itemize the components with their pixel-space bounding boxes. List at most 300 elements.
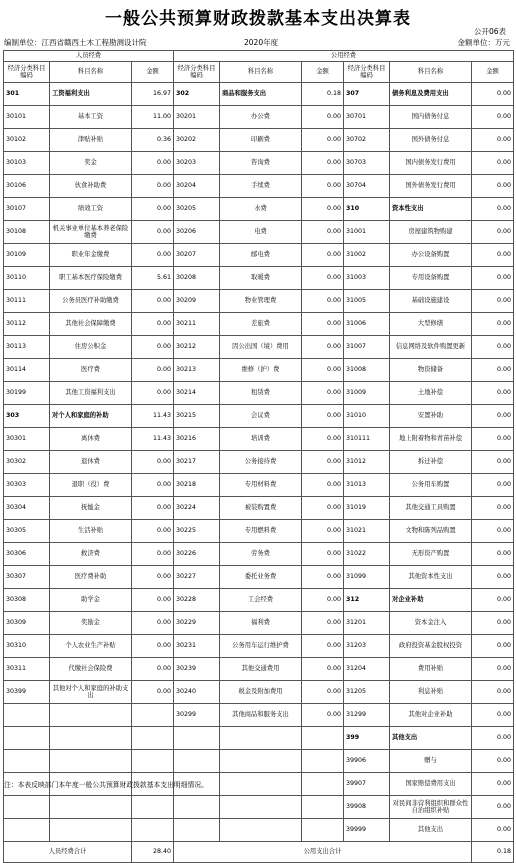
amount-cell: 0.00 [472, 221, 514, 244]
amount-cell: 0.00 [302, 681, 344, 704]
amount-cell: 0.00 [472, 198, 514, 221]
name-cell: 信息网络及软件购置更新 [390, 336, 472, 359]
code-cell: 30240 [174, 681, 220, 704]
public-total-label: 公用支出合计 [174, 842, 472, 863]
name-cell: 物业管理费 [220, 290, 302, 313]
amount-cell: 0.00 [302, 704, 344, 727]
code-cell: 30309 [4, 612, 50, 635]
amount-cell: 0.00 [472, 819, 514, 842]
table-row [4, 336, 514, 359]
code-cell: 307 [344, 83, 390, 106]
code-cell: 30303 [4, 474, 50, 497]
code-cell: 31299 [344, 704, 390, 727]
name-cell: 手续费 [220, 175, 302, 198]
table-row [4, 681, 514, 704]
code-cell: 30701 [344, 106, 390, 129]
code-cell: 31007 [344, 336, 390, 359]
code-cell: 30114 [4, 359, 50, 382]
group-public: 公用经费 [174, 51, 514, 62]
name-cell: 专用燃料费 [220, 520, 302, 543]
code-cell: 30113 [4, 336, 50, 359]
name-cell: 奖励金 [50, 612, 132, 635]
name-cell: 救济费 [50, 543, 132, 566]
table-row [4, 405, 514, 428]
amount-cell: 0.00 [472, 681, 514, 704]
name-cell: 利息补贴 [390, 681, 472, 704]
table-row [4, 221, 514, 244]
code-cell [174, 796, 220, 819]
code-cell [174, 750, 220, 773]
table-row [4, 244, 514, 267]
code-cell: 30307 [4, 566, 50, 589]
footnote: 注：本表反映部门本年度一般公共预算财政拨款基本支出明细情况。 [4, 781, 208, 789]
form-number: 公开06表 [473, 27, 506, 36]
code-cell: 39908 [344, 796, 390, 819]
table-row [4, 589, 514, 612]
name-cell: 对民间非营利组织和群众性自治组织补贴 [390, 796, 472, 819]
code-cell: 302 [174, 83, 220, 106]
code-cell [4, 750, 50, 773]
page-title: 一般公共预算财政拨款基本支出决算表 [105, 9, 411, 29]
col-header-amount: 金额 [302, 62, 344, 83]
name-cell: 邮电费 [220, 244, 302, 267]
group-header-row [4, 51, 514, 62]
amount-cell [302, 750, 344, 773]
amount-cell [302, 773, 344, 796]
name-cell: 其他工资福利支出 [50, 382, 132, 405]
code-cell: 30216 [174, 428, 220, 451]
amount-cell: 0.00 [132, 359, 174, 382]
name-cell: 赠与 [390, 750, 472, 773]
name-cell: 资本金注入 [390, 612, 472, 635]
name-cell: 费用补贴 [390, 658, 472, 681]
name-cell: 奖金 [50, 152, 132, 175]
code-cell: 31205 [344, 681, 390, 704]
name-cell: 绩效工资 [50, 198, 132, 221]
amount-cell: 0.00 [472, 727, 514, 750]
table-row [4, 704, 514, 727]
name-cell: 其他商品和服务支出 [220, 704, 302, 727]
amount-cell: 0.00 [472, 635, 514, 658]
code-cell: 30218 [174, 474, 220, 497]
amount-cell: 0.00 [472, 520, 514, 543]
name-cell: 其他对个人和家庭的补助支出 [50, 681, 132, 704]
amount-cell: 0.00 [302, 359, 344, 382]
amount-cell [132, 819, 174, 842]
amount-cell: 0.00 [472, 313, 514, 336]
amount-cell: 11.43 [132, 405, 174, 428]
code-cell: 30107 [4, 198, 50, 221]
code-cell: 30224 [174, 497, 220, 520]
name-cell: 其他支出 [390, 727, 472, 750]
amount-cell: 0.00 [472, 497, 514, 520]
name-cell: 劳务费 [220, 543, 302, 566]
table-row [4, 543, 514, 566]
group-personnel: 人员经费 [4, 51, 174, 62]
amount-cell: 0.00 [472, 658, 514, 681]
code-cell: 39999 [344, 819, 390, 842]
amount-cell: 0.00 [472, 175, 514, 198]
name-cell: 对企业补助 [390, 589, 472, 612]
code-cell: 30204 [174, 175, 220, 198]
name-cell: 拆迁补偿 [390, 451, 472, 474]
amount-cell: 0.00 [302, 382, 344, 405]
code-cell: 30208 [174, 267, 220, 290]
amount-cell: 0.00 [132, 221, 174, 244]
code-cell: 31002 [344, 244, 390, 267]
name-cell: 国家赔偿费用支出 [390, 773, 472, 796]
code-cell: 30703 [344, 152, 390, 175]
code-cell: 30110 [4, 267, 50, 290]
name-cell: 办公设备购置 [390, 244, 472, 267]
name-cell: 伙食补助费 [50, 175, 132, 198]
amount-cell: 0.00 [472, 382, 514, 405]
code-cell: 30203 [174, 152, 220, 175]
table-row [4, 428, 514, 451]
amount-cell: 0.00 [472, 773, 514, 796]
code-cell: 30299 [174, 704, 220, 727]
table-row [4, 359, 514, 382]
name-cell [220, 773, 302, 796]
table-row [4, 313, 514, 336]
amount-cell: 0.00 [472, 612, 514, 635]
name-cell: 办公费 [220, 106, 302, 129]
name-cell: 电费 [220, 221, 302, 244]
name-cell: 土地补偿 [390, 382, 472, 405]
name-cell: 国内债务发行费用 [390, 152, 472, 175]
code-cell: 30227 [174, 566, 220, 589]
col-header-name: 科目名称 [390, 62, 472, 83]
code-cell: 30305 [4, 520, 50, 543]
amount-cell: 0.00 [132, 244, 174, 267]
name-cell: 专用材料费 [220, 474, 302, 497]
name-cell [220, 727, 302, 750]
name-cell: 商品和服务支出 [220, 83, 302, 106]
col-header-code: 经济分类科目编码 [4, 62, 50, 83]
amount-cell: 0.00 [302, 198, 344, 221]
code-cell: 310 [344, 198, 390, 221]
code-cell: 310111 [344, 428, 390, 451]
code-cell: 30301 [4, 428, 50, 451]
amount-cell: 0.00 [472, 267, 514, 290]
amount-cell: 0.18 [302, 83, 344, 106]
amount-cell: 0.00 [132, 681, 174, 704]
amount-cell: 0.00 [132, 543, 174, 566]
amount-cell: 0.00 [472, 336, 514, 359]
col-header-amount: 金额 [472, 62, 514, 83]
amount-cell: 16.97 [132, 83, 174, 106]
name-cell: 其他对企业补助 [390, 704, 472, 727]
code-cell: 30704 [344, 175, 390, 198]
table-row [4, 106, 514, 129]
name-cell: 咨询费 [220, 152, 302, 175]
name-cell: 个人农业生产补贴 [50, 635, 132, 658]
code-cell: 31204 [344, 658, 390, 681]
code-cell: 30213 [174, 359, 220, 382]
code-cell: 39907 [344, 773, 390, 796]
name-cell: 其他资本性支出 [390, 566, 472, 589]
table-row [4, 382, 514, 405]
totals-row [4, 842, 514, 863]
col-header-code: 经济分类科目编码 [174, 62, 220, 83]
amount-cell: 0.00 [302, 566, 344, 589]
code-cell: 30231 [174, 635, 220, 658]
name-cell: 生活补贴 [50, 520, 132, 543]
table-row [4, 819, 514, 842]
expenditure-table [3, 50, 514, 863]
amount-cell: 0.00 [302, 267, 344, 290]
table-row [4, 83, 514, 106]
name-cell: 助学金 [50, 589, 132, 612]
code-cell: 30229 [174, 612, 220, 635]
amount-cell: 0.00 [472, 796, 514, 819]
name-cell: 退休费 [50, 451, 132, 474]
amount-cell: 0.00 [132, 175, 174, 198]
name-cell: 抚恤金 [50, 497, 132, 520]
name-cell: 委托业务费 [220, 566, 302, 589]
name-cell: 印刷费 [220, 129, 302, 152]
code-cell [4, 727, 50, 750]
code-cell: 31099 [344, 566, 390, 589]
table-row [4, 566, 514, 589]
amount-cell: 0.00 [302, 451, 344, 474]
amount-cell: 0.00 [132, 152, 174, 175]
name-cell: 医疗费 [50, 359, 132, 382]
amount-cell: 0.00 [302, 428, 344, 451]
name-cell: 其他社会保障缴费 [50, 313, 132, 336]
code-cell: 30304 [4, 497, 50, 520]
amount-cell: 0.00 [472, 244, 514, 267]
personnel-total-value: 28.40 [132, 842, 174, 863]
name-cell: 住房公积金 [50, 336, 132, 359]
amount-cell: 0.00 [472, 359, 514, 382]
amount-cell [302, 819, 344, 842]
name-cell: 取暖费 [220, 267, 302, 290]
code-cell: 30226 [174, 543, 220, 566]
code-cell: 312 [344, 589, 390, 612]
name-cell: 对个人和家庭的补助 [50, 405, 132, 428]
code-cell: 30201 [174, 106, 220, 129]
name-cell: 福利费 [220, 612, 302, 635]
amount-cell: 0.00 [132, 198, 174, 221]
code-cell: 31012 [344, 451, 390, 474]
name-cell: 无形资产购置 [390, 543, 472, 566]
code-cell: 30108 [4, 221, 50, 244]
money-unit: 金额单位：万元 [457, 38, 510, 47]
code-cell: 30399 [4, 681, 50, 704]
amount-cell: 0.00 [472, 474, 514, 497]
name-cell [220, 819, 302, 842]
amount-cell: 0.00 [472, 405, 514, 428]
name-cell: 租赁费 [220, 382, 302, 405]
amount-cell: 0.00 [472, 152, 514, 175]
col-header-amount: 金额 [132, 62, 174, 83]
code-cell: 30228 [174, 589, 220, 612]
name-cell: 医疗费补助 [50, 566, 132, 589]
code-cell: 30205 [174, 198, 220, 221]
table-row [4, 635, 514, 658]
table-row [4, 727, 514, 750]
code-cell: 39906 [344, 750, 390, 773]
amount-cell: 0.00 [302, 221, 344, 244]
table-row [4, 129, 514, 152]
code-cell: 31006 [344, 313, 390, 336]
amount-cell [132, 796, 174, 819]
amount-cell: 0.00 [302, 129, 344, 152]
col-header-code: 经济分类科目编码 [344, 62, 390, 83]
code-cell [4, 704, 50, 727]
amount-cell: 0.00 [302, 658, 344, 681]
name-cell [50, 796, 132, 819]
code-cell: 30106 [4, 175, 50, 198]
code-cell: 30111 [4, 290, 50, 313]
code-cell: 30212 [174, 336, 220, 359]
amount-cell: 0.00 [472, 704, 514, 727]
code-cell: 303 [4, 405, 50, 428]
amount-cell: 0.00 [132, 313, 174, 336]
code-cell: 399 [344, 727, 390, 750]
amount-cell [132, 750, 174, 773]
code-cell: 30702 [344, 129, 390, 152]
table-row [4, 474, 514, 497]
code-cell: 301 [4, 83, 50, 106]
code-cell: 31021 [344, 520, 390, 543]
code-cell: 30308 [4, 589, 50, 612]
amount-cell: 5.61 [132, 267, 174, 290]
code-cell: 30206 [174, 221, 220, 244]
table-row [4, 175, 514, 198]
code-cell: 31019 [344, 497, 390, 520]
name-cell [50, 727, 132, 750]
amount-cell: 0.00 [132, 290, 174, 313]
name-cell: 税金及附加费用 [220, 681, 302, 704]
amount-cell: 0.00 [302, 612, 344, 635]
code-cell: 30102 [4, 129, 50, 152]
name-cell: 文物和陈列品购置 [390, 520, 472, 543]
code-cell: 30209 [174, 290, 220, 313]
code-cell: 30214 [174, 382, 220, 405]
code-cell [174, 727, 220, 750]
name-cell: 工会经费 [220, 589, 302, 612]
code-cell: 30302 [4, 451, 50, 474]
name-cell [50, 750, 132, 773]
name-cell: 职业年金缴费 [50, 244, 132, 267]
code-cell: 31201 [344, 612, 390, 635]
code-cell: 30311 [4, 658, 50, 681]
name-cell: 离休费 [50, 428, 132, 451]
amount-cell: 0.00 [472, 428, 514, 451]
name-cell: 资本性支出 [390, 198, 472, 221]
amount-cell: 0.00 [132, 589, 174, 612]
name-cell: 其他交通工具购置 [390, 497, 472, 520]
name-cell: 房屋建筑物购建 [390, 221, 472, 244]
name-cell [50, 704, 132, 727]
name-cell: 其他交通费用 [220, 658, 302, 681]
amount-cell: 0.00 [132, 520, 174, 543]
amount-cell: 0.00 [302, 543, 344, 566]
code-cell: 30215 [174, 405, 220, 428]
code-cell: 31003 [344, 267, 390, 290]
name-cell: 大型修缮 [390, 313, 472, 336]
name-cell: 职工基本医疗保险缴费 [50, 267, 132, 290]
code-cell: 30239 [174, 658, 220, 681]
table-row [4, 267, 514, 290]
amount-cell: 0.00 [132, 497, 174, 520]
amount-cell: 0.00 [302, 497, 344, 520]
amount-cell: 0.00 [472, 129, 514, 152]
table-row [4, 198, 514, 221]
name-cell: 公务员医疗补助缴费 [50, 290, 132, 313]
table-row [4, 796, 514, 819]
code-cell: 31009 [344, 382, 390, 405]
amount-cell: 0.00 [472, 83, 514, 106]
amount-cell [302, 796, 344, 819]
amount-cell: 0.00 [472, 566, 514, 589]
name-cell: 国内债务付息 [390, 106, 472, 129]
amount-cell: 0.00 [472, 106, 514, 129]
table-row [4, 750, 514, 773]
amount-cell: 0.00 [302, 635, 344, 658]
name-cell: 专用设备购置 [390, 267, 472, 290]
amount-cell: 0.00 [472, 750, 514, 773]
table-row [4, 612, 514, 635]
name-cell [220, 796, 302, 819]
code-cell: 30310 [4, 635, 50, 658]
name-cell: 国外债务发行费用 [390, 175, 472, 198]
amount-cell: 0.00 [132, 658, 174, 681]
amount-cell: 0.00 [132, 336, 174, 359]
code-cell: 31010 [344, 405, 390, 428]
name-cell: 政府投资基金股权投资 [390, 635, 472, 658]
table-row [4, 152, 514, 175]
code-cell: 31008 [344, 359, 390, 382]
name-cell: 退职（役）费 [50, 474, 132, 497]
amount-cell: 0.00 [302, 313, 344, 336]
amount-cell: 0.00 [302, 474, 344, 497]
name-cell: 基础设施建设 [390, 290, 472, 313]
amount-cell: 0.00 [132, 474, 174, 497]
fiscal-year: 2020年度 [244, 38, 279, 47]
name-cell: 公务接待费 [220, 451, 302, 474]
amount-cell: 0.00 [302, 405, 344, 428]
amount-cell: 0.00 [132, 635, 174, 658]
amount-cell: 0.00 [302, 106, 344, 129]
amount-cell: 11.00 [132, 106, 174, 129]
name-cell: 被装购置费 [220, 497, 302, 520]
name-cell [220, 750, 302, 773]
code-cell: 30217 [174, 451, 220, 474]
amount-cell: 0.00 [302, 290, 344, 313]
code-cell: 30103 [4, 152, 50, 175]
code-cell: 31005 [344, 290, 390, 313]
name-cell: 其他支出 [390, 819, 472, 842]
code-cell: 30109 [4, 244, 50, 267]
name-cell: 工资福利支出 [50, 83, 132, 106]
amount-cell: 11.43 [132, 428, 174, 451]
code-cell: 31022 [344, 543, 390, 566]
name-cell [50, 819, 132, 842]
amount-cell: 0.00 [472, 589, 514, 612]
amount-cell: 0.00 [132, 566, 174, 589]
name-cell: 债务利息及费用支出 [390, 83, 472, 106]
name-cell: 公务用车运行维护费 [220, 635, 302, 658]
personnel-total-label: 人员经费合计 [4, 842, 132, 863]
code-cell: 30207 [174, 244, 220, 267]
table-row [4, 451, 514, 474]
amount-cell: 0.00 [302, 589, 344, 612]
amount-cell: 0.00 [472, 290, 514, 313]
name-cell: 基本工资 [50, 106, 132, 129]
